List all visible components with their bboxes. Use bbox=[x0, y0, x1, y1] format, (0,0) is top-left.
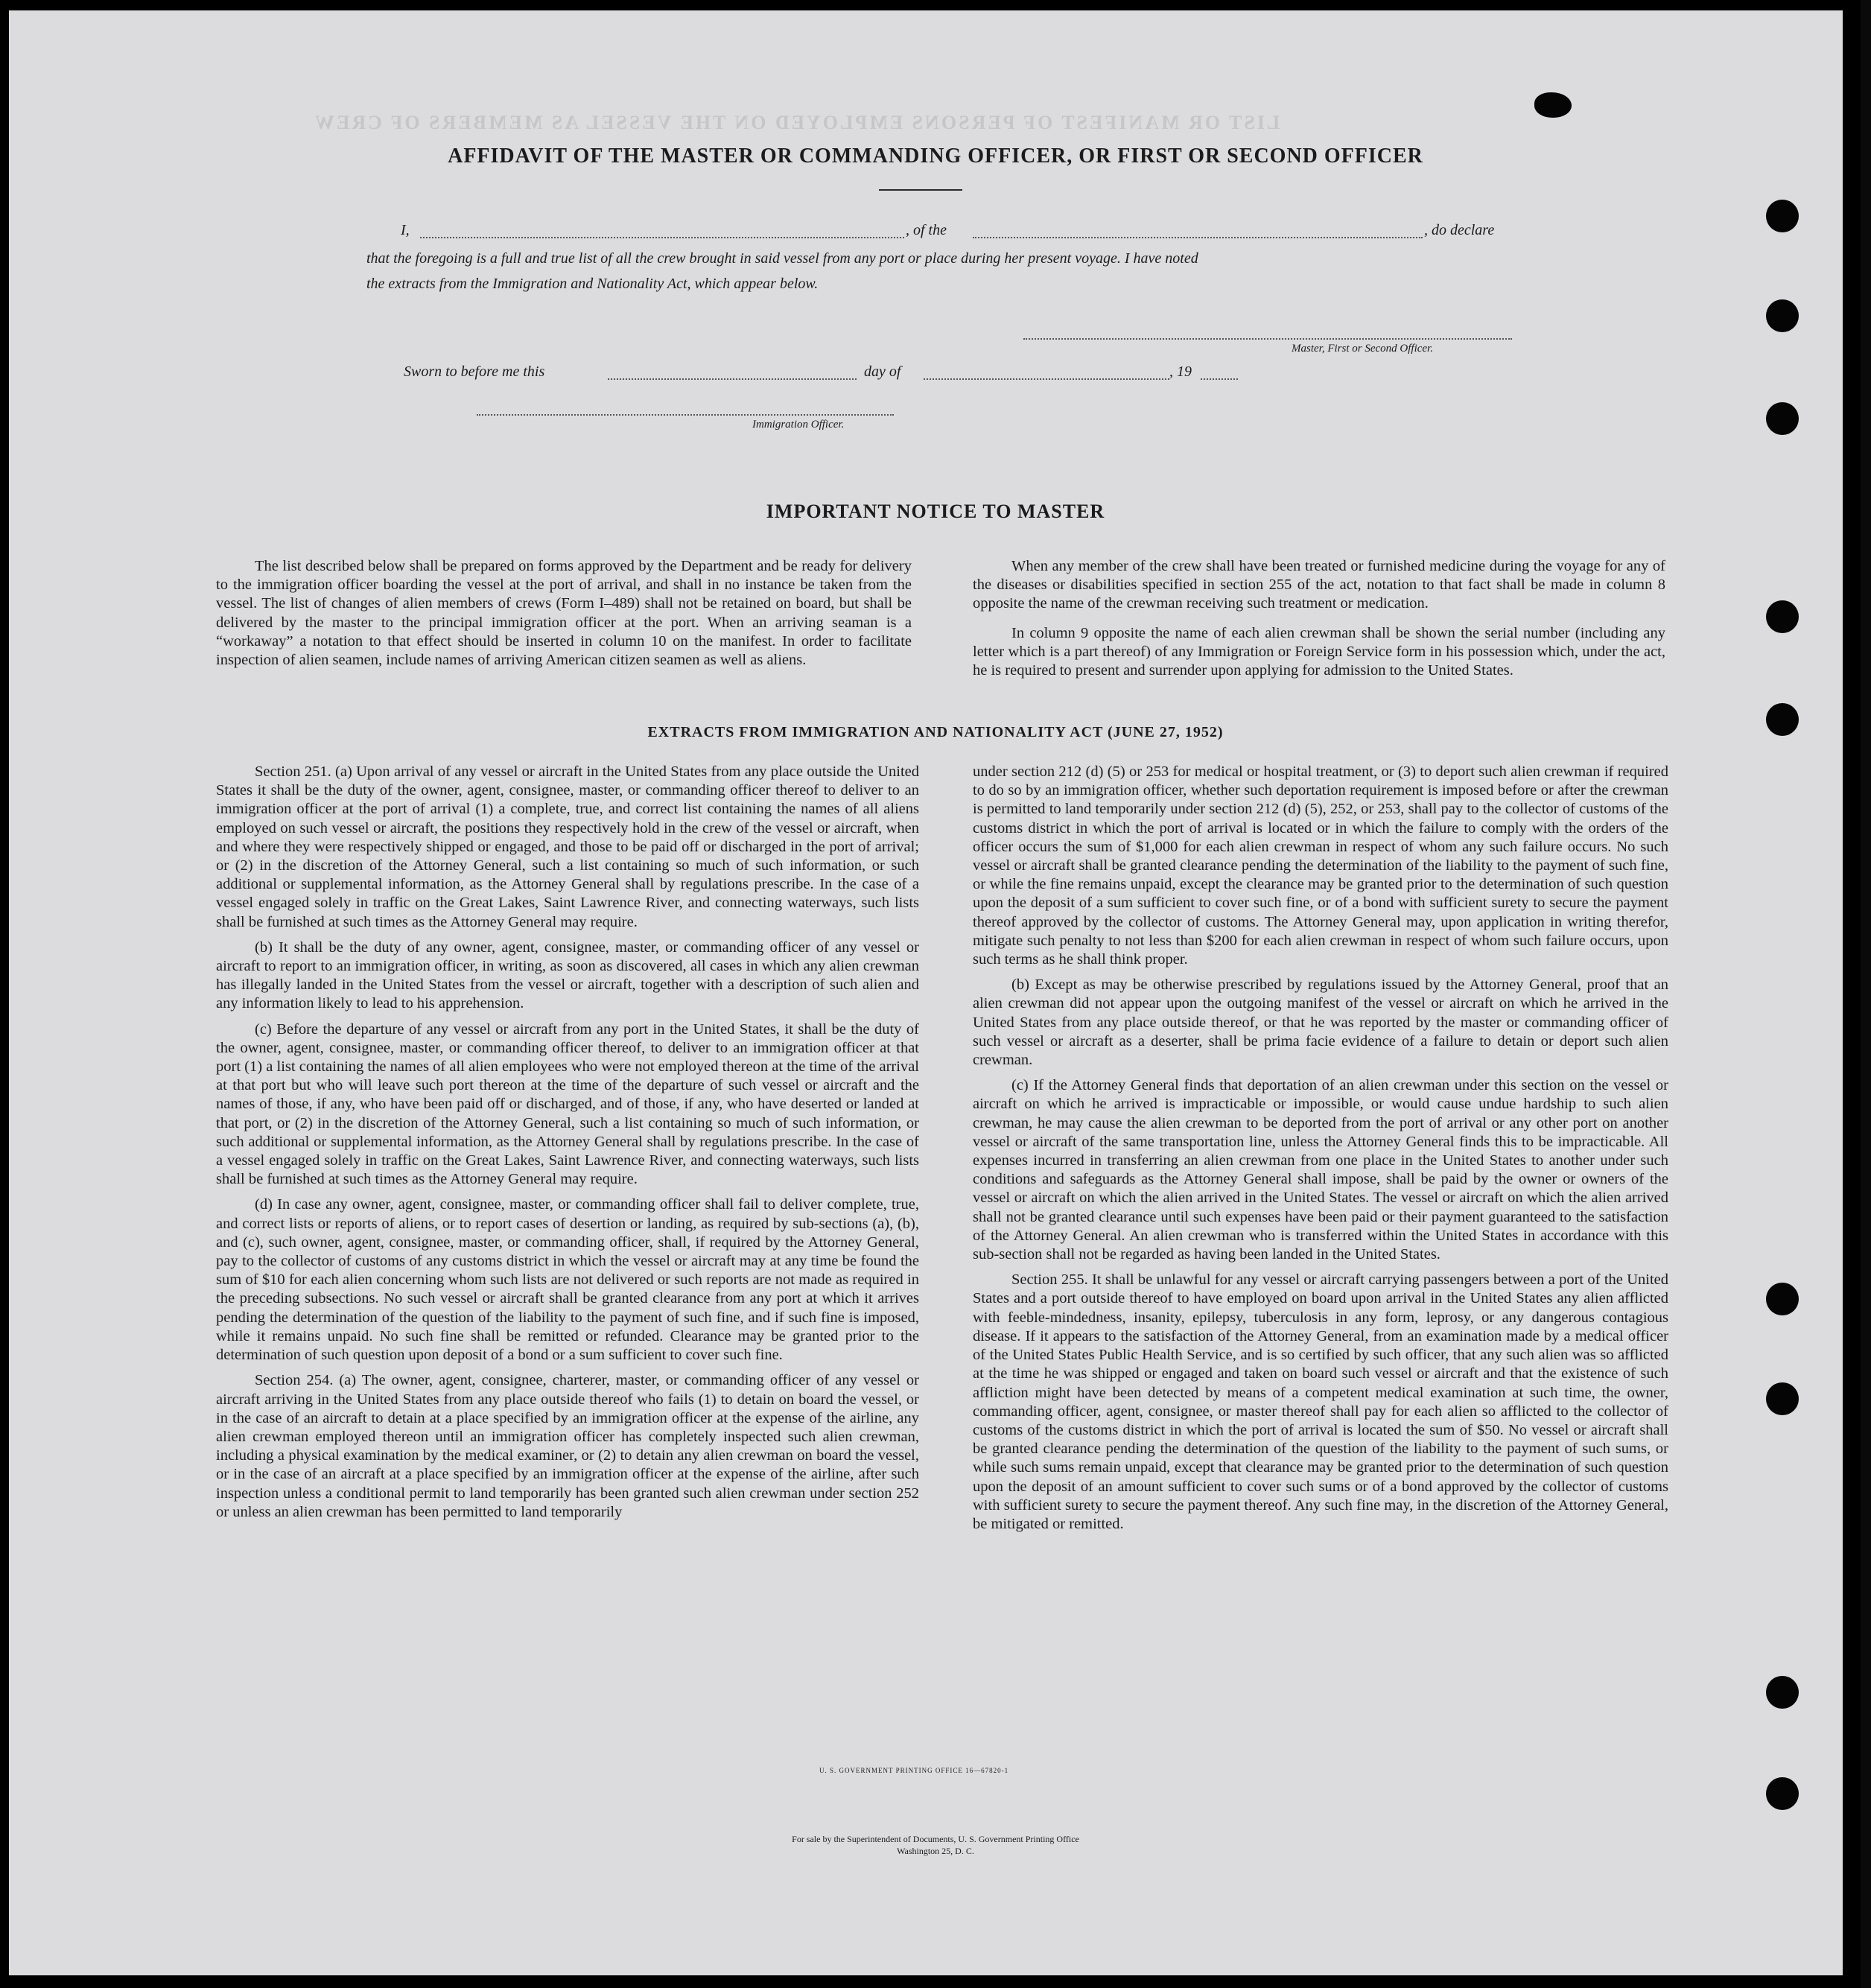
sale-notice-2: Washington 25, D. C. bbox=[897, 1846, 974, 1856]
sworn-day-field[interactable] bbox=[608, 378, 857, 380]
extract-paragraph: (c) Before the departure of any vessel or aircraft from any port in the United States, it shall be the duty of the owner, agent, consignee, master, or commanding officer thereof, to deliver to an immigration officer at that port (1) a list containing the names of all alien employees who were not employed thereon at the time of the arrival at that port but who will leave such port thereon at the time of the departure of such vessel or aircraft and the names of those, if any, who have been paid off or discharged, and of those, if any, who have deserted or landed at that port, or (2) in the discretion of the Attorney General, such a list containing so much of such information, or such additional or supplemental information, as the Attorney General shall by regulations prescribe. In the case of a vessel engaged solely in traffic on the Great Lakes, Saint Lawrence River, and connecting waterways, such lists shall be furnished at such times as the Attorney General may require. bbox=[216, 1020, 919, 1188]
name-field[interactable] bbox=[420, 237, 904, 238]
extracts-heading: EXTRACTS FROM IMMIGRATION AND NATIONALITY ACT (JUNE 27, 1952) bbox=[647, 724, 1224, 740]
notice-paragraph: When any member of the crew shall have been treated or furnished medicine during the voyage for any of the diseases or disabilities specified in section 255 of the act, notation to that fact shall be made in column 8 opposite the name of the crewman receiving such treatment or medication. bbox=[973, 558, 1665, 612]
binder-hole bbox=[1766, 299, 1799, 332]
extract-paragraph: (b) Except as may be otherwise prescribed by regulations issued by the Attorney General, proof that an alien crewman did not appear upon the outgoing manifest of the vessel or aircraft on which he arrived in the United States from any place outside thereof, or that he was reported by the master or commanding officer of such vessel or aircraft as a deserter, shall be prima facie evidence of a failure to detain or deport such alien crewman. bbox=[973, 976, 1668, 1069]
notice-paragraph: The list described below shall be prepared on forms approved by the Department and be ready for delivery to the immigration officer boarding the vessel at the port of arrival, and shall in no instance be taken from the vessel. The list of changes of alien members of crews (Form I–489) shall not be retained on board, but shall be delivered by the master to the principal immigration officer at the port. When an arriving seaman is a “workaway” a notation to that effect should be inserted in column 10 on the manifest. In order to facilitate inspection of alien seamen, include names of arriving American citizen seamen as well as aliens. bbox=[216, 558, 912, 669]
affidavit-of-the: , of the bbox=[906, 222, 947, 238]
scan-edge bbox=[1861, 0, 1871, 1988]
extract-paragraph: Section 251. (a) Upon arrival of any vessel or aircraft in the United States from any place outside the United States it shall be the duty of the owner, agent, consignee, master, or commanding officer thereof to deliver to an immigration officer at the port of arrival (1) a complete, true, and correct list containing the names of all aliens employed on such vessel or aircraft, the positions they respectively hold in the crew of the vessel or aircraft, when and where they were respectively shipped or engaged, and those to be paid off or discharged in the port of arrival; or (2) in the discretion of the Attorney General, such a list containing so much of such information, or such additional or supplemental information, as the Attorney General shall by regulations prescribe. In the case of a vessel engaged solely in traffic on the Great Lakes, Saint Lawrence River, and connecting waterways, such lists shall be furnished at such times as the Attorney General may require. bbox=[216, 763, 919, 930]
sworn-year-field[interactable] bbox=[1201, 378, 1238, 380]
notice-heading: IMPORTANT NOTICE TO MASTER bbox=[766, 501, 1105, 522]
sworn-year: , 19 bbox=[1169, 363, 1192, 380]
extract-paragraph: (c) If the Attorney General finds that deportation of an alien crewman under this section on the vessel or aircraft on which he arrived is impracticable or impossible, or would cause undue hardship to such alien crewman, he may cause the alien crewman to be deported from the port of arrival or any other port on another vessel or aircraft of the same transportation line, unless the Attorney General finds this to be impracticable. All expenses incurred in transferring an alien crewman from one place in the United States to another under such conditions and safeguards as the Attorney General shall impose, shall be paid by the owner or owners of the vessel or aircraft on which the alien arrived in the United States. The vessel or aircraft on which the alien arrived shall not be granted clearance until such expenses have been paid or their payment guaranteed to the satisfaction of the Attorney General. An alien crewman who is transferred within the United States in accordance with this sub-section shall not be regarded as having been landed in the United States. bbox=[973, 1077, 1668, 1263]
officer-signature-field[interactable] bbox=[477, 414, 894, 416]
extract-paragraph: (b) It shall be the duty of any owner, agent, consignee, master, or commanding officer of any vessel or aircraft to report to an immigration officer, in writing, as soon as discovered, all cases in which any alien crewman has illegally landed in the United States from the vessel or aircraft, together with a description of such alien and any information likely to lead to his apprehension. bbox=[216, 939, 919, 1012]
affidavit-i: I, bbox=[401, 222, 410, 238]
affidavit-statement-2: the extracts from the Immigration and Nationality Act, which appear below. bbox=[366, 276, 819, 292]
binder-hole bbox=[1766, 1382, 1799, 1415]
extract-paragraph: (d) In case any owner, agent, consignee, master, or commanding officer shall fail to deliver complete, true, and correct lists or reports of aliens, or to report cases of desertion or landing, as required by sub-sections (a), (b), and (c), such owner, agent, consignee, master, or commanding officer, shall, if required by the Attorney General, pay to the collector of customs of any customs district in which the vessel or aircraft may at any time be found the sum of $10 for each alien concerning whom such lists are not delivered or such reports are not made as required in the preceding subsections. No such vessel or aircraft shall be granted clearance from any port at which it arrives pending the determination of the question of the liability to the payment of such fine, and if such fine is imposed, while it remains unpaid. No such fine shall be remitted or refunded. Clearance may be granted prior to the determination of such question upon deposit of a bond or a sum sufficient to cover such fine. bbox=[216, 1196, 919, 1364]
binder-hole bbox=[1766, 1283, 1799, 1315]
sale-notice-1: For sale by the Superintendent of Documents, U. S. Government Printing Office bbox=[792, 1834, 1079, 1844]
vessel-field[interactable] bbox=[973, 237, 1423, 238]
title-rule bbox=[879, 189, 962, 191]
bleedthrough-heading: LIST OR MANIFEST OF PERSONS EMPLOYED ON THE VESSEL AS MEMBERS OF CREW bbox=[313, 112, 1280, 133]
binder-hole bbox=[1766, 1676, 1799, 1709]
ink-blot bbox=[1534, 92, 1572, 118]
extracts-right-column bbox=[973, 763, 1668, 1540]
affidavit-title: AFFIDAVIT OF THE MASTER OR COMMANDING OFFICER, OR FIRST OR SECOND OFFICER bbox=[448, 145, 1423, 168]
sworn-month-field[interactable] bbox=[924, 378, 1169, 380]
officer-caption: Immigration Officer. bbox=[752, 419, 845, 431]
master-caption: Master, First or Second Officer. bbox=[1292, 343, 1433, 355]
extract-paragraph: under section 212 (d) (5) or 253 for medical or hospital treatment, or (3) to deport such alien crewman if required to do so by an immigration officer, whether such deportation requirement is imposed before or after the crewman is permitted to land temporarily under section 212 (d) (5), 252, or 253, shall pay to the collector of customs of the customs district in which the port of arrival is located or in which the failure to comply with the orders of the officer occurs the sum of $1,000 for each alien crewman in respect of whom any such failure occurs. No such vessel or aircraft shall be granted clearance pending the determination of the liability to the payment of such fine, or while the fine remains unpaid, except the clearance may be granted prior to the determination of such question upon the deposit of a sum sufficient to cover such fine, or of a bond with sufficient surety to secure the payment thereof approved by the collector of customs. The Attorney General may, upon application in writing therefor, mitigate such penalty to not less than $200 for each alien crewman in respect of whom such failure occurs, upon such terms as he shall think proper. bbox=[973, 763, 1668, 968]
master-signature-field[interactable] bbox=[1023, 338, 1512, 340]
extracts-left-column bbox=[216, 763, 919, 1528]
extract-paragraph: Section 255. It shall be unlawful for any vessel or aircraft carrying passengers between a port of the United States and a port outside thereof to have employed on board upon arrival in the United States any alien afflicted with feeble-mindedness, insanity, epilepsy, tuberculosis in any form, leprosy, or any dangerous contagious disease. If it appears to the satisfaction of the Attorney General, from an examination made by a medical officer of the United States Public Health Service, and is so certified by such officer, that any such alien was so afflicted at the time he was shipped or engaged and taken on board such vessel or aircraft and that the existence of such affliction might have been detected by means of a competent medical examination at such time, the owner, commanding officer, agent, consignee, or master thereof shall pay for each alien so afflicted to the collector of customs of the customs district in which the port of arrival is located the sum of $50. No vessel or aircraft shall be granted clearance pending the determination of the question of the liability to the payment of such sums, or while such sums remain unpaid, except that clearance may be granted prior to the determination of such question upon the deposit of an amount sufficient to cover such sums or of a bond approved by the collector of customs with sufficient surety to secure the payment thereof. Any such fine may, in the discretion of the Attorney General, be mitigated or remitted. bbox=[973, 1271, 1668, 1532]
sworn-prefix: Sworn to before me this bbox=[404, 363, 545, 380]
binder-hole bbox=[1766, 600, 1799, 633]
gpo-imprint: U. S. GOVERNMENT PRINTING OFFICE 16—67820-1 bbox=[819, 1767, 1009, 1774]
notice-right-column bbox=[973, 557, 1665, 687]
notice-paragraph: In column 9 opposite the name of each alien crewman shall be shown the serial number (including any letter which is a part thereof) of any Immigration or Foreign Service form in his possession which, under the act, he is required to present and surrender upon applying for admission to the United States. bbox=[973, 624, 1665, 679]
affidavit-statement-1: that the foregoing is a full and true list of all the crew brought in said vessel from any port or place during her present voyage. I have noted bbox=[366, 250, 1198, 267]
binder-hole bbox=[1766, 402, 1799, 435]
binder-hole bbox=[1766, 200, 1799, 232]
sworn-day-of: day of bbox=[864, 363, 901, 380]
notice-left-column bbox=[216, 557, 912, 676]
binder-hole bbox=[1766, 1777, 1799, 1810]
affidavit-declare: , do declare bbox=[1424, 222, 1495, 238]
extract-paragraph: Section 254. (a) The owner, agent, consignee, charterer, master, or commanding officer of any vessel or aircraft arriving in the United States from any place outside thereof who fails (1) to detain on board the vessel, or in the case of an aircraft to detain at a place specified by an immigration officer at the expense of the airline, any alien crewman employed thereon until an immigration officer has completely inspected such alien crewman, including a physical examination by the medical examiner, or (2) to detain any alien crewman on board the vessel, or in the case of an aircraft at a place specified by an immigration officer at the expense of the airline, after such inspection unless a conditional permit to land temporarily has been granted such alien crewman under section 252 or unless an alien crewman has been permitted to land temporarily bbox=[216, 1372, 919, 1520]
